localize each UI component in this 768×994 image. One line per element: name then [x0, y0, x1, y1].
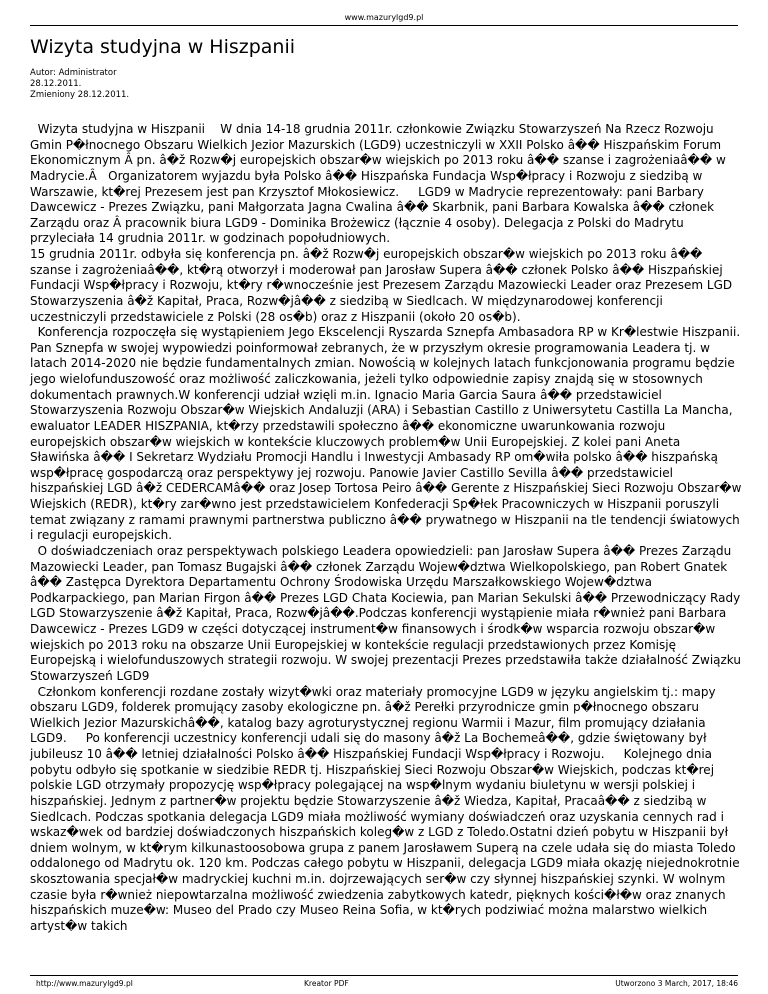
article-title: Wizyta studyjna w Hiszpanii [30, 36, 296, 58]
article-body: Wizyta studyjna w Hiszpanii W dnia 14-18 grudnia 2011r. członkowie Związku Stowarzyszeń Na Rzecz Rozwoju Gmin P�łnocnego Obszaru Wielkich Jezior Mazurskich (LGD9) uczestniczyli w XXII Polsko â�� Hiszpańskim Forum Ekonomicznym Â pn. â�ž Rozw�j europejskich obszar�w wiejskich po 2013 roku â�� szanse i zagrożeniaâ�� w Madrycie.Â Organizatorem wyjazdu była Polsko â�� Hiszpańska Fundacja Wsp�łpracy i Rozwoju z siedzibą w Warszawie, kt�rej Prezesem jest pan Krzysztof Młokosiewicz. LGD9 w Madrycie reprezentowały: pani Barbary Dawcewicz - Prezes Związku, pani Małgorzata Jagna Cwalina â�� Skarbnik, pani Barbara Kowalska â�� członek Zarządu oraz Â pracownik biura LGD9 - Dominika Brożewicz (łącznie 4 osoby). Delegacja z Polski do Madrytu przyleciała 14 grudnia 2011r. w godzinach popołudniowych. 15 grudnia 2011r. odbyła się konferencja pn. â�ž Rozw�j europejskich obszar�w wiejskich po 2013 roku â�� szanse i zagrożeniaâ��, kt�rą otworzył i moderował pan Jarosław Supera â�� członek Polsko â�� Hiszpańskiej Fundacji Wsp�łpracy i Rozwoju, kt�ry r�wnocześnie jest Prezesem Zarządu Mazowiecki Leader oraz Prezesem LGD Stowarzyszenia â�ž Kapitał, Praca, Rozw�jâ�� z siedzibą w Siedlcach. W międzynarodowej konferencji uczestniczyli przedstawiciele z Polski (28 os�b) oraz z Hiszpanii (około 20 os�b). Konferencja rozpoczęła się wystąpieniem Jego Ekscelencji Ryszarda Sznepfa Ambasadora RP w Kr�lestwie Hiszpanii. Pan Sznepfa w swojej wypowiedzi poinformował zebranych, że w przyszłym okresie programowania Leadera tj. w latach 2014-2020 nie będzie fundamentalnych zmian. Nowością w kolejnych latach funkcjonowania programu będzie jego wielofunduszowość oraz możliwość zaliczkowania, jeżeli tylko odpowiednie zapisy znajdą się w stosownych dokumentach prawnych.W konferencji udział wzięli m.in. Ignacio Maria Garcia Saura â�� przedstawiciel Stowarzyszenia Rozwoju Obszar�w Wiejskich Andaluzji (ARA) i Sebastian Castillo z Uniwersytetu Castilla La Mancha, ewaluator LEADER HISZPANIA, kt�rzy przedstawili społeczno â�� ekonomiczne uwarunkowania rozwoju europejskich obszar�w wiejskich w kontekście kluczowych problem�w Unii Europejskiej. Z kolei pani Aneta Sławińska â�� I Sekretarz Wydziału Promocji Handlu i Inwestycji Ambasady RP om�wiła polsko â�� hiszpańską wsp�łpracę gospodarczą oraz perspektywy jej rozwoju. Panowie Javier Castillo Sevilla â�� przedstawiciel hiszpańskiej LGD â�ž CEDERCAMâ�� oraz Josep Tortosa Peiro â�� Gerente z Hiszpańskiej Sieci Rozwoju Obszar�w Wiejskich (REDR), kt�ry zar�wno jest przedstawicielem Konfederacji Sp�łek Pracowniczych w Hiszpanii poruszyli temat związany z ramami prawnymi partnerstwa publiczno â�� prywatnego w Hiszpanii na tle tendencji światowych i regulacji europejskich. O doświadczeniach oraz perspektywach polskiego Leadera opowiedzieli: pan Jarosław Supera â�� Prezes Zarządu Mazowiecki Leader, pan Tomasz Bugajski â�� członek Zarządu Wojew�dztwa Wielkopolskiego, pan Robert Gnatek â�� Zastępca Dyrektora Departamentu Ochrony Środowiska Urzędu Marszałkowskiego Wojew�dztwa Podkarpackiego, pan Marian Firgon â�� Prezes LGD Chata Kociewia, pan Marian Sekulski â�� Przewodniczący Rady LGD Stowarzyszenie â�ž Kapitał, Praca, Rozw�jâ��.Podczas konferencji wystąpienie miała r�wnież pani Barbara Dawcewicz - Prezes LGD9 w części dotyczącej instrument�w finansowych i środk�w wsparcia rozwoju obszar�w wiejskich po 2013 roku na obszarze Unii Europejskiej w kontekście regulacji przedstawionych przez Komisję Europejską i wielofunduszowych strategii rozwoju. W swojej prezentacji Prezes przedstawiła także działalność Związku Stowarzyszeń LGD9 Członkom konferencji rozdane zostały wizyt�wki oraz materiały promocyjne LGD9 w języku angielskim tj.: mapy obszaru LGD9, folderek promujący zasoby ekologiczne pn. â�ž Perełki przyrodnicze gmin p�łnocnego obszaru Wielkich Jezior Mazurskichâ��, katalog bazy agroturystycznej regionu Warmii i Mazur, film promujący działania LGD9. Po konferencji uczestnicy konferencji udali się do masony â�ž La Bochemeâ��, gdzie świętowany był jubileusz 10 â�� letniej działalności Polsko â�� Hiszpańskiej Fundacji Wsp�łpracy i Rozwoju. Kolejnego dnia pobytu odbyło się spotkanie w siedzibie REDR tj. Hiszpańskiej Sieci Rozwoju Obszar�w Wiejskich, podczas kt�rej polskie LGD otrzymały propozycję wsp�łpracy polegającej na wsp�lnym wydaniu biuletynu w wersji polskiej i hiszpańskiej. Jednym z partner�w projektu będzie Stowarzyszenie â�ž Wiedza, Kapitał, Pracaâ�� z siedzibą w Siedlcach. Podczas spotkania delegacja LGD9 miała możliwość wymiany doświadczeń oraz uzyskania cennych rad i wskaz�wek od bardziej doświadczonych hiszpańskich koleg�w z LGD z Toledo.Ostatni dzień pobytu w Hiszpanii był dniem wolnym, w kt�rym kilkunastoosobowa grupa z panem Jarosławem Superą na czele udała się do miasta Toledo oddalonego od Madrytu ok. 120 km. Podczas całego pobytu w Hiszpanii, delegacja LGD9 miała okazję niejednokrotnie skosztowania specjał�w madryckiej kuchni m.in. dojrzewających ser�w czy słynnej hiszpańskiej szynki. W wolnym czasie była r�wnież niepowtarzalna możliwość zwiedzenia zabytkowych katedr, pięknych kości�ł�w oraz znanych hiszpańskich muze�w: Museo del Prado czy Museo Reina Sofia, w kt�rych podziwiać można malarstwo wielkich artyst�w takich [30, 122, 742, 933]
footer-generator: Kreator PDF [304, 979, 349, 988]
header-divider [30, 25, 738, 26]
article-meta [30, 68, 129, 101]
article-created-date: 28.12.2011. [30, 79, 82, 89]
footer-site-link[interactable]: http://www.mazurylgd9.pl [36, 979, 133, 988]
article-author: Autor: Administrator [30, 68, 117, 78]
article-modified-date: Zmieniony 28.12.2011. [30, 90, 130, 100]
footer-divider [30, 975, 738, 976]
footer-created-date: Utworzono 3 March, 2017, 18:46 [615, 979, 738, 988]
header-url: www.mazurylgd9.pl [344, 13, 424, 22]
